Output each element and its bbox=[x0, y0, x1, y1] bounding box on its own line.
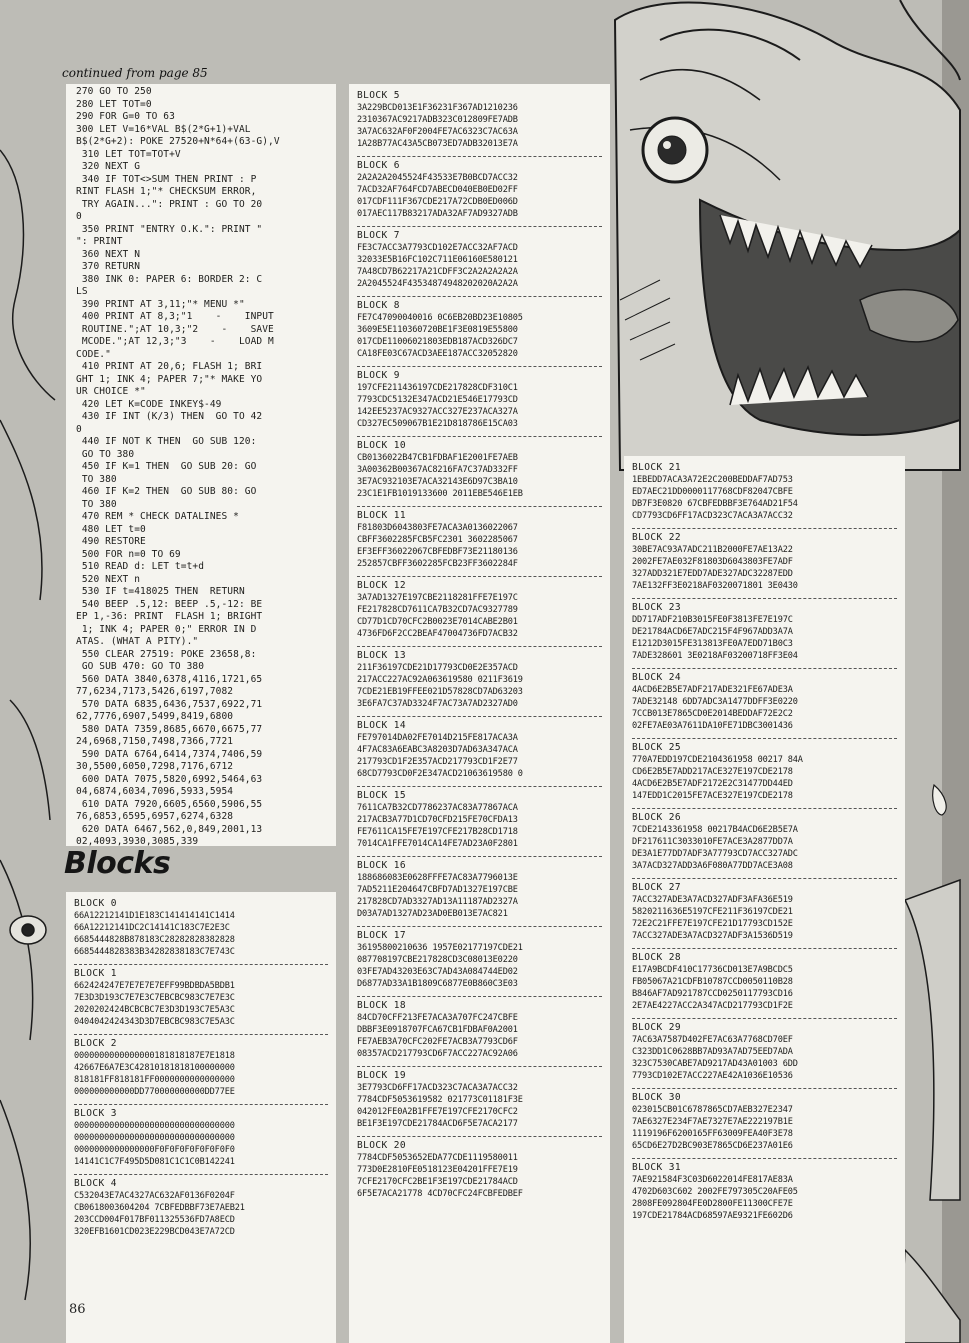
hex-row: 023015CB01C6787865CD7AEB327E2347 bbox=[632, 1105, 793, 1115]
listing-line: 530 IF t=418025 THEN RETURN bbox=[76, 586, 245, 597]
hex-row: 4ACD6E2B5E7ADF2172E2C31477DD44ED bbox=[632, 779, 793, 789]
hex-row: DE3A1E77DD7ADF3A77793CD7ACC327ADC bbox=[632, 849, 798, 859]
hex-row: 00000000000000000000000000000000 bbox=[74, 1121, 235, 1131]
hex-row: 3A229BCD013E1F36231F367AD1210236 bbox=[357, 103, 518, 113]
listing-line: 290 FOR G=0 TO 63 bbox=[76, 111, 175, 122]
hex-row: 08357ACD217793CD6F7ACC227AC92A06 bbox=[357, 1049, 518, 1059]
hex-block bbox=[357, 856, 602, 920]
listing-line: 440 IF NOT K THEN GO SUB 120: bbox=[76, 436, 257, 447]
hex-block bbox=[632, 948, 897, 1012]
hex-row: 188686083E0628FFFE7AC83A7796013E bbox=[357, 873, 518, 883]
hex-row: 017AEC117B83217ADA32AF7AD9327ADB bbox=[357, 209, 518, 219]
hex-block bbox=[357, 1066, 602, 1130]
listing-line: 380 INK 0: PAPER 6: BORDER 2: C bbox=[76, 273, 263, 285]
block-label: BLOCK 6 bbox=[357, 160, 400, 171]
hex-block bbox=[632, 808, 897, 872]
hex-row: 042012FE0A2B1FFE7E197CFE2170CFC2 bbox=[357, 1107, 518, 1117]
basic-listing bbox=[66, 84, 336, 846]
basic-listing-panel bbox=[66, 84, 336, 846]
hex-row: 4ACD6E2B5E7ADF217ADE321FE67ADE3A bbox=[632, 685, 793, 695]
hex-row: 2020202424BCBCBC7E3D3D193C7E5A3C bbox=[74, 1005, 235, 1015]
hex-row: 0000000000000000F0F0F0F0F0F0F0F0 bbox=[74, 1145, 235, 1155]
hex-row: 1EBEDD7ACA3A72E2C200BEDDAF7AD753 bbox=[632, 475, 793, 485]
hex-row: 320EFB1601CD023E229BCD043E7A72CD bbox=[74, 1227, 235, 1237]
listing-line: 490 RESTORE bbox=[76, 536, 146, 547]
hex-row: 818181FF818181FF0000000000000000 bbox=[74, 1075, 235, 1085]
listing-line: 540 BEEP .5,12: BEEP .5,-12: BE bbox=[76, 598, 263, 610]
block-label: BLOCK 17 bbox=[357, 930, 406, 941]
hex-block bbox=[357, 786, 602, 850]
hex-row: CD327EC509067B1E21D818786E15CA03 bbox=[357, 419, 518, 429]
hex-row: 3A7AC632AF0F2004FE7AC6323C7AC63A bbox=[357, 127, 518, 137]
page-number: 86 bbox=[69, 1302, 86, 1317]
hex-row: DF217611C3033010FE7ACE3A2877DD7A bbox=[632, 837, 793, 847]
listing-line: 02,4093,3930,3085,339 bbox=[76, 836, 199, 846]
listing-line: 400 PRINT AT 8,3;"1 - INPUT bbox=[76, 311, 274, 322]
hex-block bbox=[632, 1018, 897, 1082]
hex-block bbox=[632, 738, 897, 802]
block-label: BLOCK 1 bbox=[74, 968, 117, 979]
hex-row: 00000000000000000000000000000000 bbox=[74, 1133, 235, 1143]
listing-line: 30,5500,6050,7298,7176,6712 bbox=[76, 761, 234, 772]
listing-line: 570 DATA 6835,6436,7537,6922,71 bbox=[76, 698, 263, 710]
listing-line: UR CHOICE *" bbox=[76, 386, 146, 397]
listing-line: 77,6234,7173,5426,6197,7082 bbox=[76, 686, 234, 697]
block-label: BLOCK 5 bbox=[357, 90, 400, 101]
hex-row: 6685444828B878183C28282828382828 bbox=[74, 935, 235, 945]
hex-row: 7E3D3D193C7E7E3C7EBCBC983C7E7E3C bbox=[74, 993, 235, 1003]
listing-line: GO SUB 470: GO TO 380 bbox=[76, 661, 205, 672]
hex-row: 7ACC327ADE3A7ACD327ADF3A1536D519 bbox=[632, 931, 793, 941]
listing-line: GHT 1; INK 4; PAPER 7;"* MAKE YO bbox=[76, 373, 263, 385]
listing-line: TRY AGAIN...": PRINT : GO TO 20 bbox=[76, 198, 263, 210]
continued-note: continued from page 85 bbox=[62, 66, 208, 80]
hex-block bbox=[632, 1088, 897, 1152]
block-label: BLOCK 7 bbox=[357, 230, 400, 241]
block-label: BLOCK 23 bbox=[632, 602, 681, 613]
block-label: BLOCK 0 bbox=[74, 898, 117, 909]
hex-row: 7ACD32AF764FCD7ABECD040EB0ED02FF bbox=[357, 185, 518, 195]
hex-row: 7AE921584F3C03D6022014FE817AE83A bbox=[632, 1175, 793, 1185]
hex-blocks-panel-middle bbox=[349, 84, 610, 1343]
hex-row: F81803D6043803FE7ACA3A0136022067 bbox=[357, 523, 518, 533]
hex-row: 7CCB013E7865CD0E2014BEDDAF72E2C2 bbox=[632, 709, 793, 719]
block-label: BLOCK 22 bbox=[632, 532, 681, 543]
hex-row: DBBF3E0918707FCA67CB1FDBAF0A2001 bbox=[357, 1025, 518, 1035]
listing-line: CODE." bbox=[76, 348, 111, 360]
hex-block bbox=[357, 576, 602, 640]
listing-line: 340 IF TOT<>SUM THEN PRINT : P bbox=[76, 173, 257, 185]
block-label: BLOCK 10 bbox=[357, 440, 406, 451]
hex-row: CBFF3602285FCB5FC2301 3602285067 bbox=[357, 535, 518, 545]
block-label: BLOCK 2 bbox=[74, 1038, 117, 1049]
listing-line: B$(2*G+2): POKE 27520+N*64+(63-G),V bbox=[76, 136, 280, 147]
listing-line: 350 PRINT "ENTRY O.K.": PRINT " bbox=[76, 223, 263, 235]
hex-row: 32033E5B16FC102C711E06160E580121 bbox=[357, 255, 518, 265]
hex-row: 7014CA1FFE7014CA14FE7AD23A0F2801 bbox=[357, 839, 518, 849]
listing-line: 04,6874,6034,7096,5933,5954 bbox=[76, 786, 234, 797]
hex-row: 68CD7793CD0F2E347ACD21063619580 0 bbox=[357, 769, 523, 779]
hex-block bbox=[632, 878, 897, 942]
hex-row: D6877AD33A1B1809C6877E0B860C3E03 bbox=[357, 979, 518, 989]
listing-line: 610 DATA 7920,6605,6560,5906,55 bbox=[76, 798, 263, 810]
block-label: BLOCK 12 bbox=[357, 580, 406, 591]
hex-row: 087708197CBE217828CD3C08013E0220 bbox=[357, 955, 518, 965]
hex-row: 7AD5211E204647CBFD7AD1327E197CBE bbox=[357, 885, 518, 895]
hex-row: 7611CA7B32CD7786237AC83A77867ACA bbox=[357, 803, 518, 813]
hex-row: FE217828CD7611CA7B32CD7AC9327789 bbox=[357, 605, 518, 615]
listing-line: TO 380 bbox=[76, 498, 117, 510]
hex-row: 03FE7AD43203E63C7AD43A084744ED02 bbox=[357, 967, 518, 977]
hex-block bbox=[357, 716, 602, 780]
block-label: BLOCK 3 bbox=[74, 1108, 117, 1119]
block-label: BLOCK 25 bbox=[632, 742, 681, 753]
hex-block bbox=[357, 296, 602, 360]
hex-row: 30BE7AC93A7ADC211B2000FE7AE13A22 bbox=[632, 545, 793, 555]
hex-block bbox=[74, 1104, 328, 1168]
hex-block bbox=[74, 1174, 328, 1238]
block-label: BLOCK 31 bbox=[632, 1162, 681, 1173]
hex-row: 4F7AC83A6EABC3A8203D7AD63A347ACA bbox=[357, 745, 518, 755]
hex-block bbox=[357, 996, 602, 1060]
hex-row: CA18FE03C67ACD3AEE187ACC32052820 bbox=[357, 349, 518, 359]
hex-row: 7793CD102E7ACC227AE42A1036E10536 bbox=[632, 1071, 793, 1081]
hex-block bbox=[74, 1034, 328, 1098]
hex-row: C323DD1C0628BB7AD93A7AD75EED7ADA bbox=[632, 1047, 793, 1057]
hex-block bbox=[357, 926, 602, 990]
listing-line: 450 IF K=1 THEN GO SUB 20: GO bbox=[76, 461, 257, 472]
listing-line: 580 DATA 7359,8685,6670,6675,77 bbox=[76, 723, 263, 735]
listing-line: 300 LET V=16*VAL B$(2*G+1)+VAL bbox=[76, 123, 251, 135]
hex-row: 36195800210636 1957E02177197CDE21 bbox=[357, 943, 523, 953]
block-label: BLOCK 29 bbox=[632, 1022, 681, 1033]
listing-line: 510 READ d: LET t=t+d bbox=[76, 561, 205, 572]
hex-row: 7A48CD7B62217A21CDFF3C2A2A2A2A2A bbox=[357, 267, 518, 277]
listing-line: 76,6853,6595,6957,6274,6328 bbox=[76, 811, 234, 822]
hex-row: 42667E6A7E3C42810181818100000000 bbox=[74, 1063, 235, 1073]
hex-row: 773D0E2810FE0518123E04201FFE7E19 bbox=[357, 1165, 518, 1175]
listing-line: ROUTINE.";AT 10,3;"2 - SAVE bbox=[76, 323, 274, 335]
hex-row: 3E7793CD6FF17ACD323C7ACA3A7ACC32 bbox=[357, 1083, 518, 1093]
block-label: BLOCK 14 bbox=[357, 720, 406, 731]
hex-row: 5820211636E5197CFE211F36197CDE21 bbox=[632, 907, 793, 917]
listing-line: ATAS. (WHAT A PITY)." bbox=[76, 636, 199, 647]
hex-block bbox=[632, 668, 897, 732]
hex-row: 323C7530CABE7AD9217AD43A01003 6DD bbox=[632, 1059, 798, 1069]
hex-block bbox=[357, 436, 602, 500]
hex-row: 3A00362B00367AC8216FA7C37AD332FF bbox=[357, 465, 518, 475]
hex-row: 770A7EDD197CDE2104361958 00217 84A bbox=[632, 755, 803, 765]
hex-block bbox=[632, 1158, 897, 1222]
hex-row: 65CD6E27D2BC903E7865CD6E237A01E6 bbox=[632, 1141, 793, 1151]
listing-line: LS bbox=[76, 286, 88, 297]
hex-row: 7AE132FF3E0218AF0320071801 3E0430 bbox=[632, 581, 798, 591]
hex-row: 2002FE7AE032F81803D6043803FE7ADF bbox=[632, 557, 793, 567]
hex-row: 217ACC227AC92A063619580 0211F3619 bbox=[357, 675, 523, 685]
hex-row: 211F36197CDE21D17793CD0E2E357ACD bbox=[357, 663, 518, 673]
hex-row: 7CFE2170CFC2BE1F3E197CDE21784ACD bbox=[357, 1177, 518, 1187]
hex-row: 662424247E7E7E7E7EFF99BDBDA5BDB1 bbox=[74, 981, 235, 991]
hex-row: 3A7AD1327E197CBE2118281FFE7E197C bbox=[357, 593, 518, 603]
hex-row: 7CDE21EB19FFEE021D57828CD7AD63203 bbox=[357, 687, 523, 697]
hex-row: 6685444828383B34282838183C7E743C bbox=[74, 947, 235, 957]
block-label: BLOCK 26 bbox=[632, 812, 681, 823]
block-label: BLOCK 19 bbox=[357, 1070, 406, 1081]
listing-line: 62,7776,6907,5499,8419,6800 bbox=[76, 711, 234, 722]
listing-line: 390 PRINT AT 3,11;"* MENU *" bbox=[76, 298, 245, 310]
listing-line: 24,6968,7150,7498,7366,7721 bbox=[76, 736, 234, 747]
listing-line: 560 DATA 3840,6378,4116,1721,65 bbox=[76, 673, 263, 685]
hex-row: 7793CDC5132E347ACD21E546E17793CD bbox=[357, 395, 518, 405]
hex-row: 017CDE11006021803EDB187ACD326DC7 bbox=[357, 337, 518, 347]
hex-row: 017CDF111F367CDE217A72CDB0ED006D bbox=[357, 197, 518, 207]
hex-block bbox=[632, 528, 897, 592]
block-label: BLOCK 4 bbox=[74, 1178, 117, 1189]
hex-block bbox=[357, 156, 602, 220]
listing-line: 590 DATA 6764,6414,7374,7406,59 bbox=[76, 748, 263, 760]
block-label: BLOCK 30 bbox=[632, 1092, 681, 1103]
hex-row: DB7F3E0820 67CBFEDBBF3E764AD21F54 bbox=[632, 499, 798, 509]
hex-row: 23C1E1FB1019133600 2011EBE546E1EB bbox=[357, 489, 523, 499]
hex-row: 1A28B77AC43A5CB073ED7ADB32013E7A bbox=[357, 139, 518, 149]
block-label: BLOCK 8 bbox=[357, 300, 400, 311]
hex-row: 327ADD321E7EDD7ADE327ADC32287EDD bbox=[632, 569, 793, 579]
block-label: BLOCK 20 bbox=[357, 1140, 406, 1151]
hex-row: 252857CBFF3602285FCB23FF3602284F bbox=[357, 559, 518, 569]
block-label: BLOCK 9 bbox=[357, 370, 400, 381]
hex-row: 3E6FA7C37AD3324F7AC73A7AD2327AD0 bbox=[357, 699, 518, 709]
block-label: BLOCK 24 bbox=[632, 672, 681, 683]
hex-block bbox=[74, 892, 328, 958]
listing-line: 520 NEXT n bbox=[76, 573, 141, 585]
listing-line: 460 IF K=2 THEN GO SUB 80: GO bbox=[76, 486, 257, 497]
hex-row: 197CDE21784ACD68597AE9321FE602D6 bbox=[632, 1211, 793, 1221]
hex-row: 0000000000000000181818187E7E1818 bbox=[74, 1051, 235, 1061]
listing-line: 550 CLEAR 27519: POKE 23658,8: bbox=[76, 648, 257, 660]
hex-row: 3E7AC932103E7ACA32143E6D97C3BA10 bbox=[357, 477, 518, 487]
listing-line: 480 LET t=0 bbox=[76, 523, 146, 535]
hex-row: 7784CDF5053652EDA77CDE1119580011 bbox=[357, 1153, 518, 1163]
block-label: BLOCK 21 bbox=[632, 462, 681, 473]
hex-row: 217828CD7AD3327AD13A11187AD2327A bbox=[357, 897, 518, 907]
hex-row: FB05067A21CDFB10787CCD0050110B28 bbox=[632, 977, 793, 987]
hex-row: 7ACC327ADE3A7ACD327ADF3AFA36E519 bbox=[632, 895, 793, 905]
hex-row: ED7AEC21DD0000117768CDF82047CBFE bbox=[632, 487, 793, 497]
listing-line: 0 bbox=[76, 211, 82, 222]
hex-row: 7ADE32148 6DD7ADC3A1477DDFF3E0220 bbox=[632, 697, 798, 707]
hex-row: CD7793CD6FF17ACD323C7ACA3A7ACC32 bbox=[632, 511, 793, 521]
block-label: BLOCK 16 bbox=[357, 860, 406, 871]
block-label: BLOCK 13 bbox=[357, 650, 406, 661]
listing-line: 600 DATA 7075,5820,6992,5464,63 bbox=[76, 773, 263, 785]
hex-row: 000000000000DD770000000000DD77EE bbox=[74, 1087, 235, 1097]
listing-line: 430 IF INT (K/3) THEN GO TO 42 bbox=[76, 411, 263, 422]
hex-row: 1119196F6200165FF63009FEA40F3E78 bbox=[632, 1129, 793, 1139]
hex-row: 7AE6327E234F7AE7327E7AE222197B1E bbox=[632, 1117, 793, 1127]
hex-block bbox=[632, 598, 897, 662]
hex-block bbox=[357, 646, 602, 710]
listing-line: 370 RETURN bbox=[76, 261, 141, 272]
listing-line: ": PRINT bbox=[76, 236, 123, 247]
hex-row: FE7611CA15FE7E197CFE217B28CD1718 bbox=[357, 827, 518, 837]
hex-row: 217793CD1F2E357ACD217793CD1F2E77 bbox=[357, 757, 518, 767]
hex-row: 197CFE211436197CDE217828CDF310C1 bbox=[357, 383, 518, 393]
hex-row: 3A7ACD327ADD3A6F080A77DD7ACE3A08 bbox=[632, 861, 793, 871]
hex-blocks-panel-right bbox=[624, 456, 905, 1343]
hex-row: 4702D603C602 2002FE797305C20AFE05 bbox=[632, 1187, 798, 1197]
listing-line: 270 GO TO 250 bbox=[76, 86, 152, 97]
hex-row: 7ADE328601 3E0218AF03200718FF3E04 bbox=[632, 651, 798, 661]
block-label: BLOCK 28 bbox=[632, 952, 681, 963]
hex-row: B846AF7AD921787CCD0250117793CD16 bbox=[632, 989, 793, 999]
hex-row: DD717ADF210B3015FE0F3813FE7E197C bbox=[632, 615, 793, 625]
listing-line: GO TO 380 bbox=[76, 448, 135, 460]
block-label: BLOCK 15 bbox=[357, 790, 406, 801]
listing-line: 360 NEXT N bbox=[76, 248, 141, 260]
hex-row: C532043E7AC4327AC632AF0136F0204F bbox=[74, 1191, 235, 1201]
hex-row: 72E2C21FFE7E197CFE21D17793CD152E bbox=[632, 919, 793, 929]
hex-blocks-panel-left bbox=[66, 892, 336, 1343]
block-label: BLOCK 27 bbox=[632, 882, 681, 893]
hex-row: 3609E5E110360720BE1F3E0819E55800 bbox=[357, 325, 518, 335]
hex-row: 0404042424343D3D7EBCBC983C7E5A3C bbox=[74, 1017, 235, 1027]
hex-block bbox=[357, 84, 602, 150]
listing-line: 1; INK 4; PAPER 0;" ERROR IN D bbox=[76, 623, 257, 635]
hex-block bbox=[632, 456, 897, 522]
hex-row: CB0136022B47CB1FDBAF1E2001FE7AEB bbox=[357, 453, 518, 463]
listing-line: EP 1,-36: PRINT FLASH 1; BRIGHT bbox=[76, 611, 263, 622]
hex-row: EF3EFF36022067CBFEDBF73E21180136 bbox=[357, 547, 518, 557]
hex-row: E1212D3015FE313813FE0A7EDD71B0C3 bbox=[632, 639, 793, 649]
hex-block bbox=[357, 506, 602, 570]
hex-row: CD77D1CD70CFC2B0023E7014CABE2B01 bbox=[357, 617, 518, 627]
hex-row: 6F5E7ACA21778 4CD70CFC24FCBFEDBEF bbox=[357, 1189, 523, 1199]
hex-row: 14141C1C7F495D5D081C1C1C0B142241 bbox=[74, 1157, 235, 1167]
listing-line: 0 bbox=[76, 423, 82, 435]
listing-line: 310 LET TOT=TOT+V bbox=[76, 148, 181, 160]
listing-line: RINT FLASH 1;"* CHECKSUM ERROR, bbox=[76, 186, 257, 197]
hex-row: D03A7AD1327AD23AD0EB013E7AC821 bbox=[357, 909, 508, 919]
hex-row: 2A2045524F43534874948202020A2A2A bbox=[357, 279, 518, 289]
hex-row: FE797014DA02FE7014D215FE817ACA3A bbox=[357, 733, 518, 743]
block-label: BLOCK 11 bbox=[357, 510, 406, 521]
hex-row: 02FE7AE03A7611DA10FE71DBC3001436 bbox=[632, 721, 793, 731]
hex-row: BE1F3E197CDE21784ACD6F5E7ACA2177 bbox=[357, 1119, 518, 1129]
hex-row: CB0618003604204 7CBFEDBBF73E7AEB21 bbox=[74, 1203, 245, 1213]
hex-block bbox=[74, 964, 328, 1028]
hex-row: 84CD70CFF213FE7ACA3A707FC247CBFE bbox=[357, 1013, 518, 1023]
listing-line: 420 LET K=CODE INKEY$-49 bbox=[76, 398, 222, 410]
hex-row: 4736FD6F2CC2BEAF47004736FD7ACB32 bbox=[357, 629, 518, 639]
hex-row: 203CCD004F017BF011325536FD7A8ECD bbox=[74, 1215, 235, 1225]
hex-row: FE7C47090040016 0C6EB20BD23E10805 bbox=[357, 313, 523, 323]
hex-row: DE21784ACD6E7ADC215F4F967ADD3A7A bbox=[632, 627, 793, 637]
hex-row: FE7AEB3A70CFC202FE7ACB3A7793CD6F bbox=[357, 1037, 518, 1047]
hex-row: 66A12212141D1E183C141414141C1414 bbox=[74, 911, 235, 921]
section-heading: Blocks bbox=[64, 846, 171, 881]
hex-row: CD6E2B5E7ADD217ACE327E197CDE2178 bbox=[632, 767, 793, 777]
listing-line: 320 NEXT G bbox=[76, 161, 141, 172]
hex-row: 2808FE092804FE0D2800FE11300CFE7E bbox=[632, 1199, 793, 1209]
hex-block bbox=[357, 366, 602, 430]
listing-line: 470 REM * CHECK DATALINES * bbox=[76, 511, 239, 522]
hex-row: 147EDD1C2015FE7ACE327E197CDE2178 bbox=[632, 791, 793, 801]
block-label: BLOCK 18 bbox=[357, 1000, 406, 1011]
listing-line: 500 FOR n=0 TO 69 bbox=[76, 548, 181, 560]
hex-row: 7AC63A7587D402FE7AC63A7768CD70EF bbox=[632, 1035, 793, 1045]
listing-line: 410 PRINT AT 20,6; FLASH 1; BRI bbox=[76, 361, 263, 372]
listing-line: 280 LET TOT=0 bbox=[76, 98, 152, 110]
hex-row: 2E7AE4227ACC2A347ACD217793CD1F2E bbox=[632, 1001, 793, 1011]
hex-row: 2310367AC9217ADB323C012809FE7ADB bbox=[357, 115, 518, 125]
listing-line: MCODE.";AT 12,3;"3 - LOAD M bbox=[76, 336, 274, 347]
hex-row: 142EE5237AC9327ACC327E237ACA327A bbox=[357, 407, 518, 417]
listing-line: 620 DATA 6467,562,0,849,2001,13 bbox=[76, 823, 263, 835]
hex-row: 66A12212141DC2C14141C183C7E2E3C bbox=[74, 923, 230, 933]
hex-row: E17A9BCDF410C17736CD013E7A9BCDC5 bbox=[632, 965, 793, 975]
hex-row: FE3C7ACC3A7793CD102E7ACC32AF7ACD bbox=[357, 243, 518, 253]
hex-row: 217ACB3A77D1CD70CFD215FE70CFDA13 bbox=[357, 815, 518, 825]
hex-row: 7CDE2143361958 00217B4ACD6E2B5E7A bbox=[632, 825, 798, 835]
hex-block bbox=[357, 226, 602, 290]
hex-row: 7784CDF5053619582 021773C01181F3E bbox=[357, 1095, 523, 1105]
hex-row: 2A2A2A2045524F43533E7B0BCD7ACC32 bbox=[357, 173, 518, 183]
listing-line: TO 380 bbox=[76, 473, 117, 485]
hex-block bbox=[357, 1136, 602, 1200]
